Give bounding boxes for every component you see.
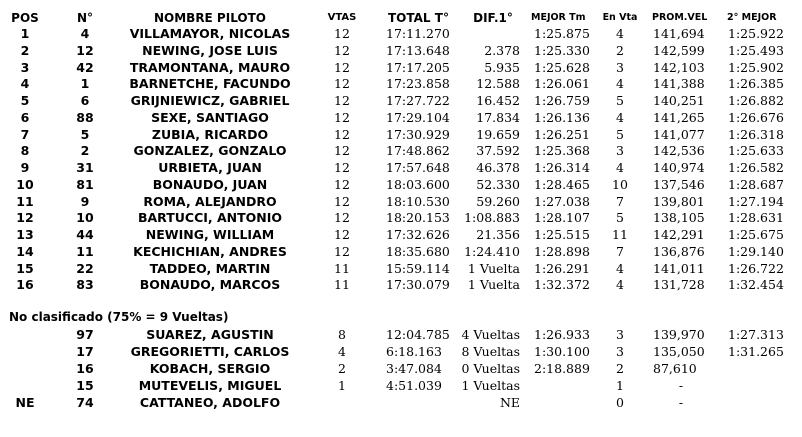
cell-driver-name: GONZALEZ, GONZALO: [133, 143, 287, 159]
table-row: [0, 327, 802, 344]
cell-second-best: 1:25.493: [728, 42, 784, 58]
cell-difference: 59.260: [476, 193, 520, 209]
cell-driver-name: BARNETCHE, FACUNDO: [129, 76, 291, 92]
cell-driver-name: ZUBIA, RICARDO: [151, 126, 269, 142]
cell-second-best: 1:25.902: [728, 59, 784, 75]
cell-second-best: 1:28.631: [728, 210, 784, 226]
cell-avg-speed: 139,970: [653, 327, 705, 342]
cell-difference: NE: [499, 395, 520, 410]
table-row: [0, 378, 802, 395]
cell-driver-name: KECHICHIAN, ANDRES: [133, 243, 287, 259]
cell-pos: 6: [20, 109, 30, 125]
cell-pos: 10: [16, 176, 34, 192]
table-row: [0, 210, 802, 227]
table-row: [0, 395, 802, 412]
cell-best-time: 1:27.038: [534, 193, 590, 209]
cell-pos: 1: [20, 26, 30, 41]
cell-second-best: 1:27.313: [728, 327, 784, 342]
cell-total-time: 17:30.079: [386, 277, 450, 293]
cell-second-best: 1:26.582: [728, 160, 784, 175]
cell-laps: 12: [334, 76, 350, 92]
cell-best-time: 2:18.889: [534, 361, 590, 376]
cell-best-time: 1:25.515: [534, 227, 590, 242]
cell-second-best: 1:28.687: [728, 176, 784, 192]
table-row: [0, 344, 802, 361]
cell-best-time: 1:25.875: [534, 26, 590, 41]
cell-number: 88: [76, 109, 94, 125]
cell-second-best: 1:26.882: [728, 93, 784, 108]
table-row: [0, 143, 802, 160]
cell-avg-speed: 136,876: [653, 243, 705, 259]
cell-driver-name: CATTANEO, ADOLFO: [139, 395, 281, 410]
cell-driver-name: NEWING, WILLIAM: [145, 227, 275, 242]
cell-laps: 12: [334, 93, 350, 108]
cell-total-time: 17:27.722: [386, 93, 450, 108]
cell-laps: 12: [334, 143, 350, 159]
cell-total-time: 17:23.858: [386, 76, 450, 92]
cell-driver-name: NEWING, JOSE LUIS: [142, 42, 278, 58]
cell-second-best: 1:31.265: [728, 344, 784, 359]
table-row: [0, 160, 802, 177]
cell-difference: 19.659: [476, 126, 520, 142]
cell-laps: 1: [338, 378, 346, 393]
cell-second-best: 1:29.140: [728, 243, 784, 259]
cell-total-time: 17:29.104: [386, 109, 450, 125]
cell-pos: 13: [16, 227, 34, 242]
cell-number: 16: [76, 361, 94, 376]
cell-driver-name: GRIJNIEWICZ, GABRIEL: [130, 93, 290, 108]
cell-avg-speed: 135,050: [653, 344, 705, 359]
cell-laps: 12: [334, 126, 350, 142]
cell-driver-name: BONAUDO, JUAN: [152, 176, 268, 192]
cell-number: 11: [76, 243, 94, 259]
cell-difference: 1:08.883: [464, 210, 520, 226]
cell-number: 31: [76, 160, 94, 175]
cell-total-time: 17:13.648: [386, 42, 450, 58]
cell-in-lap: 2: [616, 42, 624, 58]
cell-in-lap: 4: [616, 26, 624, 41]
cell-in-lap: 4: [616, 76, 624, 92]
cell-number: 4: [80, 26, 90, 41]
cell-best-time: 1:26.933: [534, 327, 590, 342]
cell-laps: 12: [334, 42, 350, 58]
cell-number: 74: [76, 395, 94, 410]
cell-second-best: 1:25.633: [728, 143, 784, 159]
table-row: [0, 177, 802, 194]
cell-number: 1: [80, 76, 90, 92]
cell-driver-name: TADDEO, MARTIN: [149, 260, 271, 276]
cell-number: 2: [80, 143, 90, 159]
table-row: [0, 227, 802, 244]
cell-in-lap: 3: [616, 143, 624, 159]
cell-best-time: 1:26.759: [534, 93, 590, 108]
cell-laps: 12: [334, 227, 350, 242]
cell-number: 81: [76, 176, 94, 192]
cell-in-lap: 7: [616, 243, 624, 259]
cell-second-best: 1:26.676: [728, 109, 784, 125]
cell-pos: 3: [20, 59, 30, 75]
cell-avg-speed: -: [678, 378, 684, 393]
cell-driver-name: KOBACH, SERGIO: [149, 361, 271, 376]
cell-total-time: 17:57.648: [386, 160, 450, 175]
cell-driver-name: BARTUCCI, ANTONIO: [137, 210, 283, 226]
cell-in-lap: 3: [616, 59, 624, 75]
cell-in-lap: 3: [616, 344, 624, 359]
cell-driver-name: SUAREZ, AGUSTIN: [146, 327, 274, 342]
table-row: [0, 60, 802, 77]
cell-laps: 11: [334, 260, 350, 276]
cell-total-time: 18:35.680: [386, 243, 450, 259]
cell-best-time: 1:25.368: [534, 143, 590, 159]
cell-number: 22: [76, 260, 94, 276]
cell-total-time: 17:32.626: [386, 227, 450, 242]
cell-pos: 2: [20, 42, 30, 58]
cell-best-time: 1:25.628: [534, 59, 590, 75]
cell-total-time: 17:17.205: [386, 59, 450, 75]
cell-driver-name: MUTEVELIS, MIGUEL: [138, 378, 282, 393]
cell-number: 12: [76, 42, 94, 58]
cell-second-best: 1:32.454: [728, 277, 784, 293]
cell-in-lap: 10: [612, 176, 628, 192]
cell-total-time: 17:30.929: [386, 126, 450, 142]
cell-number: 17: [76, 344, 94, 359]
cell-difference: 16.452: [476, 93, 520, 108]
cell-total-time: 3:47.084: [386, 361, 442, 376]
cell-number: 42: [76, 59, 94, 75]
table-row: [0, 261, 802, 278]
cell-difference: 46.378: [476, 160, 520, 175]
cell-best-time: 1:26.061: [534, 76, 590, 92]
cell-number: 6: [80, 93, 90, 108]
cell-best-time: 1:28.898: [534, 243, 590, 259]
cell-difference: 1:24.410: [464, 243, 520, 259]
cell-second-best: 1:25.675: [728, 227, 784, 242]
cell-pos: 5: [20, 93, 30, 108]
cell-in-lap: 2: [616, 361, 624, 376]
cell-best-time: 1:28.107: [534, 210, 590, 226]
cell-number: 83: [76, 277, 94, 293]
cell-number: 5: [80, 126, 90, 142]
cell-avg-speed: 141,011: [653, 260, 705, 276]
cell-best-time: 1:26.136: [534, 109, 590, 125]
cell-in-lap: 1: [616, 378, 624, 393]
cell-difference: 0 Vueltas: [461, 361, 520, 376]
cell-difference: 2.378: [484, 42, 520, 58]
cell-best-time: 1:32.372: [534, 277, 590, 293]
cell-avg-speed: 140,251: [653, 93, 705, 108]
cell-total-time: 18:20.153: [386, 210, 450, 226]
cell-second-best: 1:26.722: [728, 260, 784, 276]
cell-difference: 1 Vueltas: [461, 378, 520, 393]
header-number: N°: [76, 11, 94, 25]
cell-in-lap: 3: [616, 327, 624, 342]
cell-number: 9: [80, 193, 90, 209]
cell-pos: 8: [20, 143, 30, 159]
cell-laps: 12: [334, 59, 350, 75]
header-avg-speed: PROM.VEL: [652, 12, 708, 23]
cell-difference: 5.935: [484, 59, 520, 75]
cell-number: 15: [76, 378, 94, 393]
cell-best-time: 1:26.291: [534, 260, 590, 276]
cell-driver-name: TRAMONTANA, MAURO: [129, 59, 291, 75]
cell-laps: 12: [334, 109, 350, 125]
cell-difference: 17.834: [476, 109, 520, 125]
cell-driver-name: GREGORIETTI, CARLOS: [130, 344, 290, 359]
cell-avg-speed: 142,536: [653, 143, 705, 159]
cell-laps: 12: [334, 243, 350, 259]
cell-avg-speed: 131,728: [653, 277, 705, 293]
cell-best-time: 1:30.100: [534, 344, 590, 359]
cell-avg-speed: 142,599: [653, 42, 705, 58]
cell-laps: 11: [334, 277, 350, 293]
cell-best-time: 1:28.465: [534, 176, 590, 192]
cell-avg-speed: 141,694: [653, 26, 705, 41]
cell-difference: 8 Vueltas: [461, 344, 520, 359]
cell-driver-name: VILLAMAYOR, NICOLAS: [129, 26, 291, 41]
cell-pos: 14: [16, 243, 34, 259]
cell-number: 44: [76, 227, 94, 242]
cell-second-best: 1:25.922: [728, 26, 784, 41]
cell-avg-speed: 137,546: [653, 176, 705, 192]
table-row: [0, 244, 802, 261]
cell-laps: 2: [338, 361, 346, 376]
cell-total-time: 6:18.163: [386, 344, 442, 359]
header-difference: DIF.1°: [473, 11, 513, 25]
cell-difference: 52.330: [476, 176, 520, 192]
cell-in-lap: 5: [616, 126, 624, 142]
cell-difference: 12.588: [476, 76, 520, 92]
cell-avg-speed: 141,388: [653, 76, 705, 92]
cell-pos: 15: [16, 260, 34, 276]
cell-total-time: 17:11.270: [386, 26, 450, 41]
cell-total-time: 18:10.530: [386, 193, 450, 209]
cell-pos: 16: [16, 277, 34, 293]
cell-avg-speed: 87,610: [653, 361, 697, 376]
header-in-lap: En Vta: [602, 12, 638, 23]
cell-difference: 37.592: [476, 143, 520, 159]
cell-laps: 12: [334, 193, 350, 209]
cell-total-time: 12:04.785: [386, 327, 450, 342]
cell-number: 10: [76, 210, 94, 226]
cell-avg-speed: 142,291: [653, 227, 705, 242]
header-second-best: 2° MEJOR: [727, 12, 777, 23]
cell-in-lap: 7: [616, 193, 624, 209]
table-row: [0, 127, 802, 144]
cell-in-lap: 11: [612, 227, 628, 242]
cell-pos: 7: [20, 126, 30, 142]
cell-in-lap: 0: [616, 395, 624, 410]
table-row: [0, 43, 802, 60]
cell-pos: 12: [16, 210, 34, 226]
table-row: [0, 277, 802, 294]
header-best-time: MEJOR Tm: [531, 12, 586, 23]
cell-in-lap: 4: [616, 260, 624, 276]
cell-total-time: 18:03.600: [386, 176, 450, 192]
cell-avg-speed: 138,105: [653, 210, 705, 226]
header-total-time: TOTAL T°: [388, 11, 449, 25]
cell-second-best: 1:26.318: [728, 126, 784, 142]
cell-second-best: 1:26.385: [728, 76, 784, 92]
header-laps: VTAS: [327, 12, 357, 23]
cell-difference: 1 Vuelta: [467, 277, 520, 293]
cell-driver-name: BONAUDO, MARCOS: [139, 277, 281, 293]
cell-laps: 12: [334, 160, 350, 175]
cell-laps: 4: [338, 344, 346, 359]
cell-difference: 21.356: [476, 227, 520, 242]
cell-pos: 4: [20, 76, 30, 92]
cell-in-lap: 4: [616, 160, 624, 175]
table-row: [0, 194, 802, 211]
cell-total-time: 15:59.114: [386, 260, 450, 276]
cell-pos: 9: [20, 160, 30, 175]
cell-laps: 12: [334, 176, 350, 192]
table-row: [0, 26, 802, 43]
cell-difference: 4 Vueltas: [461, 327, 520, 342]
cell-number: 97: [76, 327, 94, 342]
cell-driver-name: SEXE, SANTIAGO: [151, 109, 269, 125]
header-pos: POS: [11, 11, 39, 25]
cell-in-lap: 5: [616, 210, 624, 226]
cell-in-lap: 4: [616, 109, 624, 125]
cell-avg-speed: 142,103: [653, 59, 705, 75]
cell-best-time: 1:26.314: [534, 160, 590, 175]
cell-pos: NE: [15, 395, 35, 410]
header-driver-name: NOMBRE PILOTO: [153, 11, 266, 25]
not-classified-label: No clasificado (75% = 9 Vueltas): [9, 310, 229, 324]
table-row: [0, 93, 802, 110]
cell-in-lap: 4: [616, 277, 624, 293]
cell-avg-speed: -: [678, 395, 684, 410]
cell-laps: 12: [334, 26, 350, 41]
cell-avg-speed: 141,077: [653, 126, 705, 142]
table-row: [0, 361, 802, 378]
cell-driver-name: URBIETA, JUAN: [158, 160, 262, 175]
cell-second-best: 1:27.194: [728, 193, 784, 209]
cell-best-time: 1:25.330: [534, 42, 590, 58]
table-row: [0, 110, 802, 127]
cell-avg-speed: 140,974: [653, 160, 705, 175]
cell-difference: 1 Vuelta: [467, 260, 520, 276]
cell-avg-speed: 139,801: [653, 193, 705, 209]
cell-avg-speed: 141,265: [653, 109, 705, 125]
cell-total-time: 4:51.039: [386, 378, 442, 393]
table-row: [0, 76, 802, 93]
cell-laps: 12: [334, 210, 350, 226]
cell-pos: 11: [16, 193, 34, 209]
cell-in-lap: 5: [616, 93, 624, 108]
cell-total-time: 17:48.862: [386, 143, 450, 159]
cell-driver-name: ROMA, ALEJANDRO: [143, 193, 277, 209]
cell-laps: 8: [338, 327, 346, 342]
cell-best-time: 1:26.251: [534, 126, 590, 142]
